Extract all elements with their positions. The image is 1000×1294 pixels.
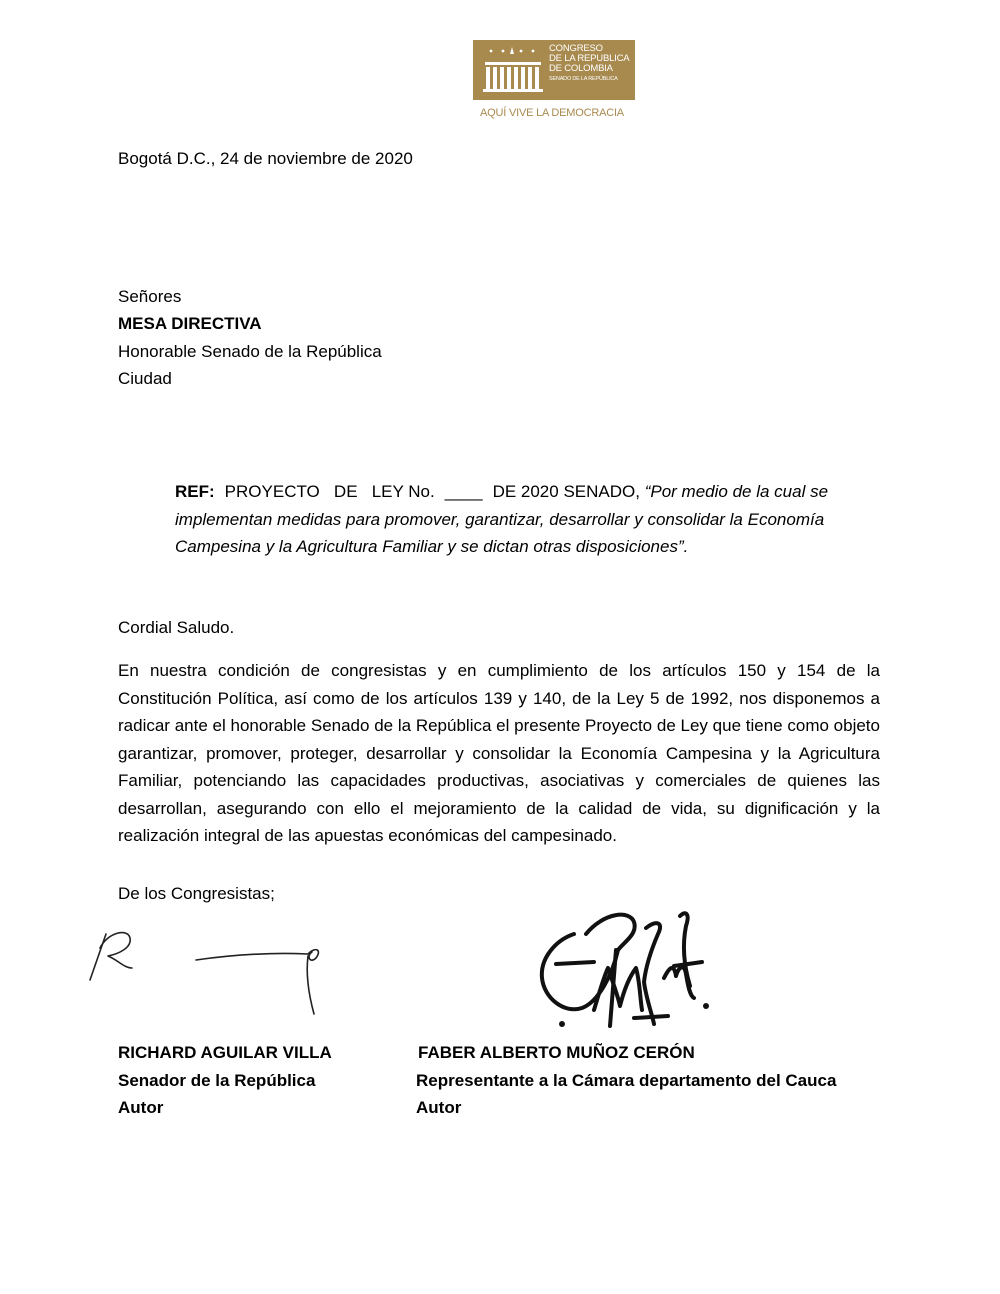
- signature-richard-aguilar: [84, 922, 334, 1022]
- congreso-logo: [470, 37, 640, 127]
- date-line: Bogotá D.C., 24 de noviembre de 2020: [118, 149, 413, 168]
- signatory-name: FABER ALBERTO MUÑOZ CERÓN: [418, 1043, 695, 1062]
- logo-subline: SENADO DE LA REPÚBLICA: [549, 76, 618, 82]
- reference-block: [175, 478, 880, 561]
- capitol-building-icon: [477, 46, 547, 94]
- addressee-salutation: Señores: [118, 287, 182, 306]
- signatory-role: Autor: [416, 1098, 462, 1117]
- reference-label: REF:: [175, 482, 215, 501]
- addressee-org: Honorable Senado de la República: [118, 342, 382, 361]
- reference-suffix: DE 2020 SENADO,: [492, 482, 640, 501]
- addressee-city: Ciudad: [118, 369, 172, 388]
- logo-badge: [473, 40, 635, 100]
- logo-line: DE COLOMBIA: [549, 63, 613, 74]
- body-paragraph: En nuestra condición de congresistas y en cumplimiento de los artículos 150 y 154 de la Constitución Política, así como de los artículos 139 y 140, de la Ley 5 de 1992, nos disponemos a radicar ante el honorable Senado de la República el presente Proyecto de Ley que tiene como objeto garantizar, promover, proteger, desarrollar y consolidar la Economía Campesina y la Agricultura Familiar, potenciando las capacidades productivas, asociativas y comerciales de quienes las desarrollan, asegurando con ello el mejoramiento de la calidad de vida, su dignificación y la realización integral de las apuestas económicas del campesinado.: [118, 661, 880, 845]
- addressee-name: MESA DIRECTIVA: [118, 314, 262, 333]
- logo-wordmark: [549, 44, 633, 83]
- closing-line: De los Congresistas;: [118, 884, 275, 903]
- reference-prefix: PROYECTO DE LEY No.: [224, 482, 435, 501]
- logo-line: CONGRESO: [549, 43, 603, 54]
- reference-title: “Por medio de la cual se implementan medidas para promover, garantizar, desarrollar y consolidar la Economía Campesina y la Agricultura Familiar y se dictan otras disposiciones”.: [175, 482, 829, 556]
- signature-faber-munoz: [534, 906, 724, 1036]
- logo-line: DE LA REPUBLICA: [549, 53, 630, 64]
- greeting: Cordial Saludo.: [118, 618, 235, 637]
- signatory-title: Representante a la Cámara departamento del Cauca: [416, 1071, 837, 1090]
- signatory-title: Senador de la República: [118, 1071, 316, 1090]
- logo-slogan: AQUÍ VIVE LA DEMOCRACIA: [480, 107, 624, 119]
- signatory-name: RICHARD AGUILAR VILLA: [118, 1043, 332, 1062]
- signatory-role: Autor: [118, 1098, 164, 1117]
- reference-blank: ____: [444, 482, 483, 501]
